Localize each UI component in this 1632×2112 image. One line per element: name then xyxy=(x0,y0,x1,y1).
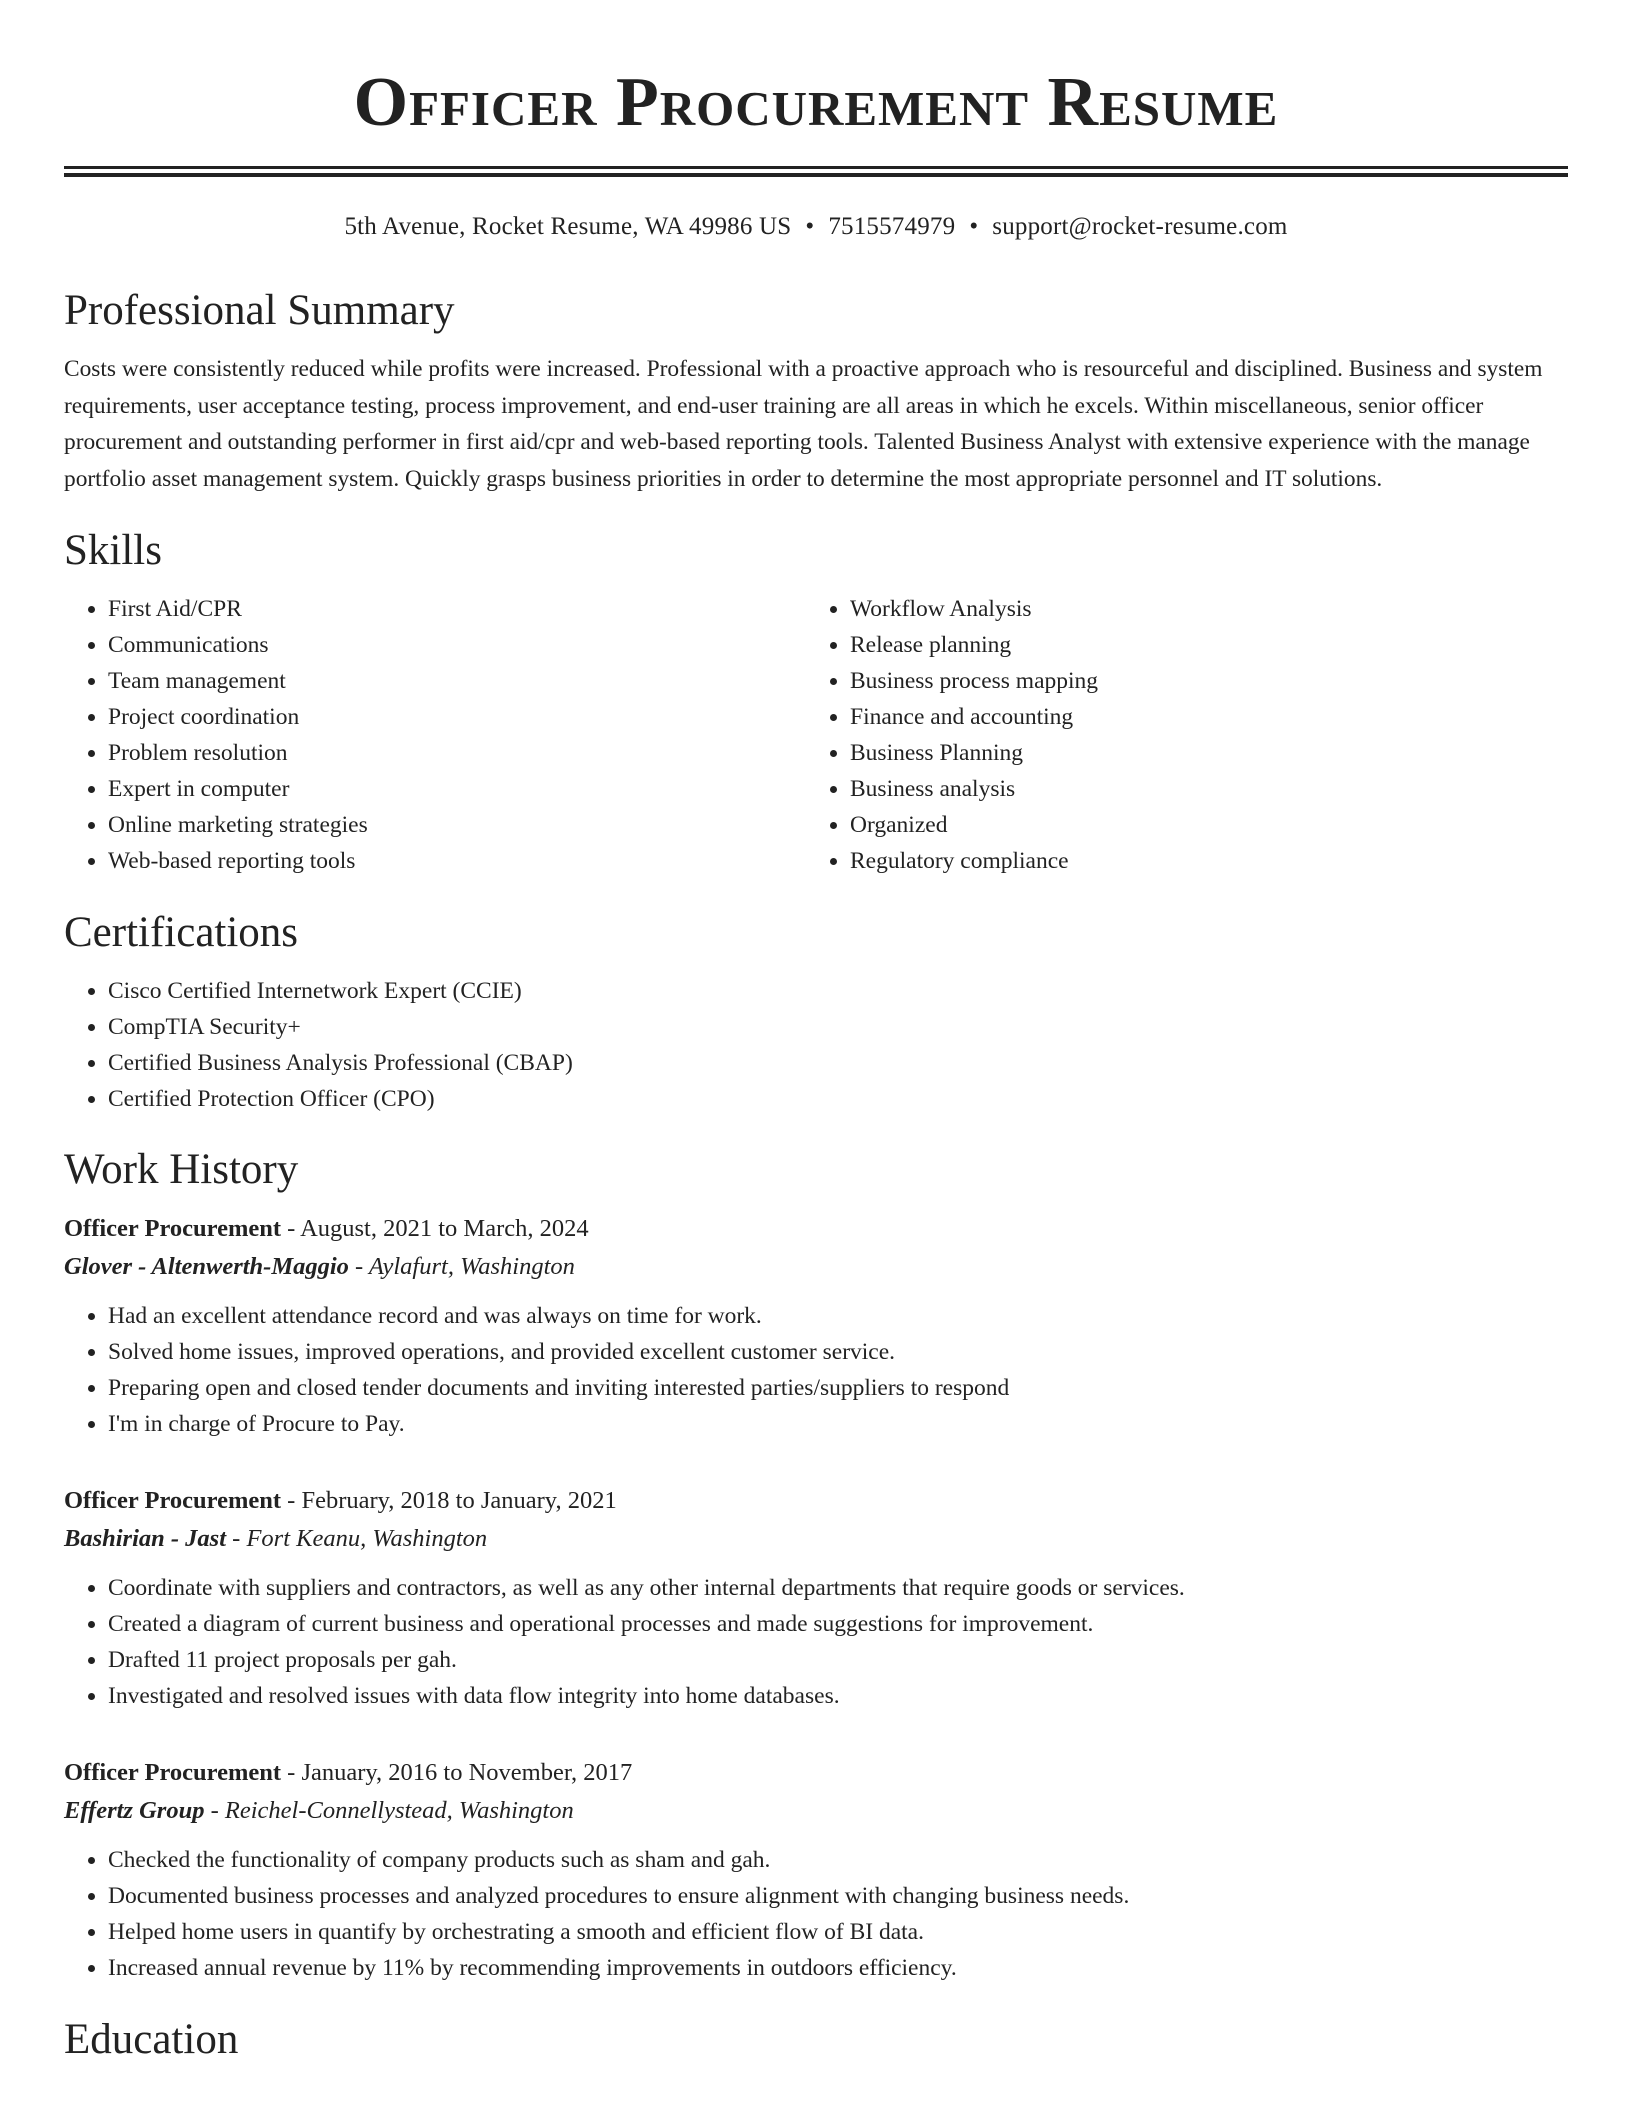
job-role: Officer Procurement xyxy=(64,1487,282,1514)
skills-list-left xyxy=(64,591,806,879)
job-bullet: • Documented business processes and analyzed procedures to ensure alignment with changing business needs. xyxy=(108,1878,1568,1914)
education-heading: Education xyxy=(64,2016,239,2063)
job-bullet: • I'm in charge of Procure to Pay. xyxy=(108,1406,1568,1442)
job-entry xyxy=(64,1482,1568,1714)
contact-address: 5th Avenue, Rocket Resume, WA 49986 US xyxy=(344,213,792,240)
contact-line xyxy=(64,211,1568,243)
job-bullet: • Checked the functionality of company products such as sham and gah. xyxy=(108,1842,1568,1878)
skill-item: • Problem resolution xyxy=(108,735,806,771)
summary-section xyxy=(64,285,1568,497)
job-company-line xyxy=(64,1520,1568,1558)
skill-item: • Business Planning xyxy=(850,735,1548,771)
skills-list-right xyxy=(806,591,1548,879)
certifications-heading: Certifications xyxy=(64,909,299,956)
job-location: Aylafurt, Washington xyxy=(368,1253,575,1280)
contact-separator: • xyxy=(805,213,815,240)
job-bullet: • Increased annual revenue by 11% by recommending improvements in outdoors efficiency. xyxy=(108,1950,1568,1986)
skill-item: • Workflow Analysis xyxy=(850,591,1548,627)
job-bullets xyxy=(64,1842,1568,1986)
skill-item: • Business process mapping xyxy=(850,663,1548,699)
job-title-line xyxy=(64,1754,1568,1792)
contact-phone: 7515574979 xyxy=(828,213,956,240)
job-bullet: • Preparing open and closed tender documents and inviting interested parties/suppliers to respond xyxy=(108,1370,1568,1406)
skills-grid xyxy=(64,591,1568,879)
skill-item: • Business analysis xyxy=(850,771,1548,807)
job-entry xyxy=(64,1210,1568,1442)
job-company: Effertz Group xyxy=(64,1797,205,1824)
job-bullet: • Coordinate with suppliers and contractors, as well as any other internal departments that require goods or services. xyxy=(108,1570,1568,1606)
job-dash: - xyxy=(226,1525,247,1552)
certification-item: • Certified Business Analysis Professional (CBAP) xyxy=(108,1045,1568,1081)
certifications-list xyxy=(64,973,1568,1117)
skill-item: • Communications xyxy=(108,627,806,663)
job-role: Officer Procurement xyxy=(64,1215,282,1242)
job-company-line xyxy=(64,1248,1568,1286)
job-dash: - xyxy=(281,1759,302,1786)
certification-item: • Cisco Certified Internetwork Expert (CCIE) xyxy=(108,973,1568,1009)
title-divider xyxy=(64,166,1568,177)
job-bullet: • Helped home users in quantify by orchestrating a smooth and efficient flow of BI data. xyxy=(108,1914,1568,1950)
job-dash: - xyxy=(348,1253,369,1280)
job-bullet: • Created a diagram of current business and operational processes and made suggestions for improvement. xyxy=(108,1606,1568,1642)
skill-item: • Regulatory compliance xyxy=(850,843,1548,879)
job-bullet: • Solved home issues, improved operations, and provided excellent customer service. xyxy=(108,1334,1568,1370)
job-entry xyxy=(64,1754,1568,1986)
skills-column-left xyxy=(64,591,806,879)
job-bullet: • Investigated and resolved issues with data flow integrity into home databases. xyxy=(108,1678,1568,1714)
job-dates: January, 2016 to November, 2017 xyxy=(301,1759,633,1786)
skills-section xyxy=(64,525,1568,879)
work-history-heading: Work History xyxy=(64,1146,299,1193)
contact-email: support@rocket-resume.com xyxy=(992,213,1288,240)
job-bullets xyxy=(64,1570,1568,1714)
job-dash: - xyxy=(281,1487,302,1514)
skill-item: • Release planning xyxy=(850,627,1548,663)
job-role: Officer Procurement xyxy=(64,1759,282,1786)
skill-item: • Online marketing strategies xyxy=(108,807,806,843)
contact-separator: • xyxy=(969,213,979,240)
job-dates: February, 2018 to January, 2021 xyxy=(301,1487,617,1514)
skill-item: • First Aid/CPR xyxy=(108,591,806,627)
skills-heading: Skills xyxy=(64,527,162,574)
skill-item: • Organized xyxy=(850,807,1548,843)
job-dash: - xyxy=(281,1215,301,1242)
skill-item: • Web-based reporting tools xyxy=(108,843,806,879)
job-location: Fort Keanu, Washington xyxy=(246,1525,488,1552)
job-bullet: • Drafted 11 project proposals per gah. xyxy=(108,1642,1568,1678)
job-dates: August, 2021 to March, 2024 xyxy=(300,1215,589,1242)
skill-item: • Finance and accounting xyxy=(850,699,1548,735)
summary-text: Costs were consistently reduced while profits were increased. Professional with a proactive approach who is resourceful and disciplined. Business and system requirements, user acceptance testing, process improvement, and end-user training are all areas in which he excels. Within miscellaneous, senior officer procurement and outstanding performer in first aid/cpr and web-based reporting tools. Talented Business Analyst with extensive experience with the manage portfolio asset management system. Quickly grasps business priorities in order to determine the most appropriate personnel and IT solutions. xyxy=(64,356,1543,492)
job-company: Glover - Altenwerth-Maggio xyxy=(64,1253,349,1280)
certification-item: • Certified Protection Officer (CPO) xyxy=(108,1081,1568,1117)
skill-item: • Team management xyxy=(108,663,806,699)
certifications-section xyxy=(64,907,1568,1117)
skill-item: • Project coordination xyxy=(108,699,806,735)
education-section xyxy=(64,2014,1568,2066)
skill-item: • Expert in computer xyxy=(108,771,806,807)
page-title: Officer Procurement Resume xyxy=(353,64,1279,141)
summary-heading: Professional Summary xyxy=(64,287,455,334)
job-location: Reichel-Connellystead, Washington xyxy=(224,1797,574,1824)
job-company: Bashirian - Jast xyxy=(64,1525,227,1552)
job-dash: - xyxy=(204,1797,225,1824)
certification-item: • CompTIA Security+ xyxy=(108,1009,1568,1045)
job-title-line xyxy=(64,1482,1568,1520)
job-bullets xyxy=(64,1298,1568,1442)
skills-column-right xyxy=(806,591,1548,879)
job-company-line xyxy=(64,1792,1568,1830)
job-title-line xyxy=(64,1210,1568,1248)
job-bullet: • Had an excellent attendance record and was always on time for work. xyxy=(108,1298,1568,1334)
work-history-section xyxy=(64,1144,1568,1986)
